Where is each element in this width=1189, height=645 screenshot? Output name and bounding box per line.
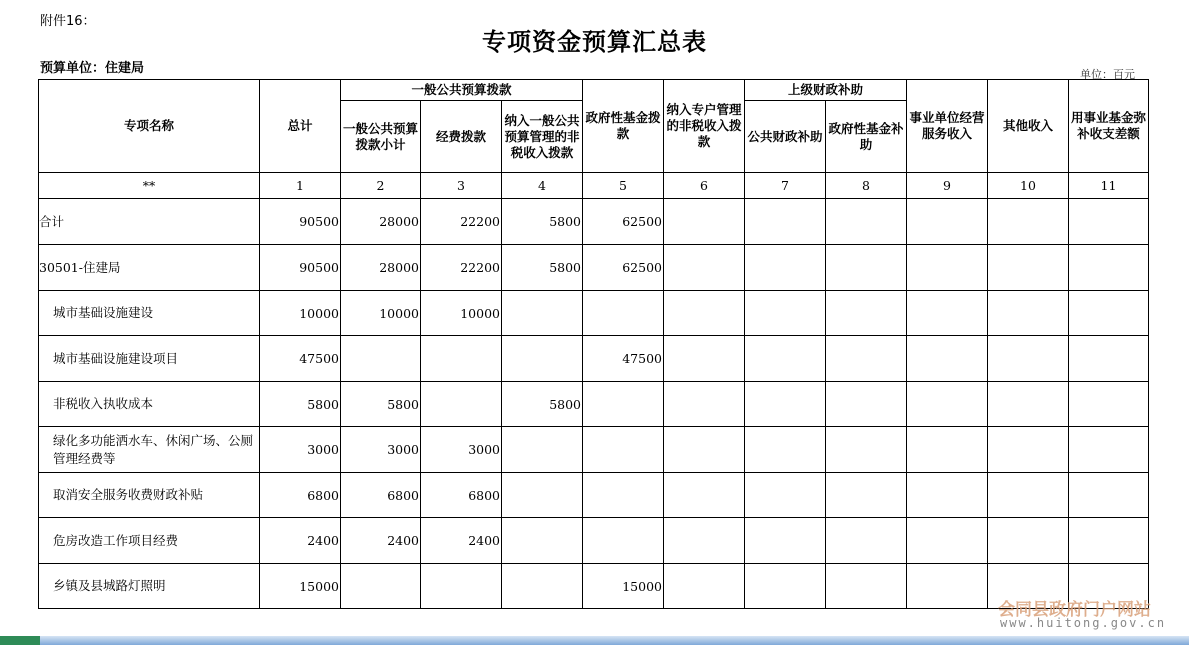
cell-funding xyxy=(421,382,502,427)
cell-funding xyxy=(421,336,502,382)
cell-subtotal xyxy=(341,336,421,382)
budget-unit: 预算单位：住建局 xyxy=(40,61,145,76)
header-nontax-general: 纳入一般公共预算管理的非税收入拨款 xyxy=(502,101,583,173)
column-number-row xyxy=(39,173,1149,199)
row-name: 非税收入执收成本 xyxy=(39,382,260,427)
col-number: 5 xyxy=(583,173,664,199)
cell-nontax xyxy=(502,291,583,336)
header-upper-group: 上级财政补助 xyxy=(745,80,907,101)
col-number: 2 xyxy=(341,173,421,199)
cell-subtotal: 5800 xyxy=(341,382,421,427)
window-bottom-bar xyxy=(0,636,1189,645)
table-row xyxy=(39,473,1149,518)
cell-govfund: 15000 xyxy=(583,564,664,609)
cell-nontax: 5800 xyxy=(502,199,583,245)
cell-total: 3000 xyxy=(260,427,341,473)
row-name: 取消安全服务收费财政补贴 xyxy=(39,473,260,518)
header-gov-fund-subsidy: 政府性基金补助 xyxy=(826,101,907,173)
header-general-subtotal: 一般公共预算拨款小计 xyxy=(341,101,421,173)
cell-govfund xyxy=(583,518,664,564)
row-name: 城市基础设施建设项目 xyxy=(39,336,260,382)
header-total: 总计 xyxy=(260,80,341,173)
cell-funding: 10000 xyxy=(421,291,502,336)
cell-subtotal: 10000 xyxy=(341,291,421,336)
cell-subtotal: 2400 xyxy=(341,518,421,564)
cell-total: 6800 xyxy=(260,473,341,518)
page-title: 专项资金预算汇总表 xyxy=(482,28,707,56)
row-name: 乡镇及县城路灯照明 xyxy=(39,564,260,609)
col-number: 1 xyxy=(260,173,341,199)
cell-nontax xyxy=(502,564,583,609)
header-name: 专项名称 xyxy=(39,80,260,173)
cell-subtotal: 28000 xyxy=(341,245,421,291)
header-fund-balance: 用事业基金弥补收支差额 xyxy=(1069,80,1149,173)
cell-govfund xyxy=(583,427,664,473)
cell-govfund: 47500 xyxy=(583,336,664,382)
row-name: 绿化多功能洒水车、休闲广场、公厕管理经费等 xyxy=(39,427,260,473)
watermark-url: www.huitong.gov.cn xyxy=(1000,616,1167,630)
cell-govfund: 62500 xyxy=(583,245,664,291)
col-number: 8 xyxy=(826,173,907,199)
cell-funding xyxy=(421,564,502,609)
cell-nontax: 5800 xyxy=(502,382,583,427)
cell-govfund xyxy=(583,382,664,427)
cell-total: 10000 xyxy=(260,291,341,336)
cell-nontax xyxy=(502,473,583,518)
cell-funding: 3000 xyxy=(421,427,502,473)
cell-subtotal xyxy=(341,564,421,609)
col-number: 6 xyxy=(664,173,745,199)
cell-total: 90500 xyxy=(260,245,341,291)
header-business-income: 事业单位经营服务收入 xyxy=(907,80,988,173)
table-row xyxy=(39,382,1149,427)
col-number: 9 xyxy=(907,173,988,199)
cell-nontax xyxy=(502,518,583,564)
row-name: 城市基础设施建设 xyxy=(39,291,260,336)
col-number: 11 xyxy=(1069,173,1149,199)
cell-total: 15000 xyxy=(260,564,341,609)
cell-total: 2400 xyxy=(260,518,341,564)
table-row xyxy=(39,427,1149,473)
header-funding: 经费拨款 xyxy=(421,101,502,173)
table-row xyxy=(39,245,1149,291)
cell-subtotal: 6800 xyxy=(341,473,421,518)
cell-funding: 22200 xyxy=(421,245,502,291)
table-row xyxy=(39,291,1149,336)
cell-total: 5800 xyxy=(260,382,341,427)
cell-funding: 6800 xyxy=(421,473,502,518)
row-name: 危房改造工作项目经费 xyxy=(39,518,260,564)
watermark-site: 会同县政府门户网站 xyxy=(998,600,1151,620)
window-bottom-accent xyxy=(0,636,40,645)
cell-nontax xyxy=(502,427,583,473)
row-name: 合计 xyxy=(39,199,260,245)
col-number: 4 xyxy=(502,173,583,199)
table-row xyxy=(39,518,1149,564)
table-row xyxy=(39,564,1149,609)
table-row xyxy=(39,336,1149,382)
header-other-income: 其他收入 xyxy=(988,80,1069,173)
row-name: 30501-住建局 xyxy=(39,245,260,291)
header-general-group: 一般公共预算拨款 xyxy=(341,80,583,101)
cell-total: 47500 xyxy=(260,336,341,382)
col-number: 10 xyxy=(988,173,1069,199)
col-number: ** xyxy=(39,173,260,199)
cell-nontax xyxy=(502,336,583,382)
col-number: 7 xyxy=(745,173,826,199)
cell-total: 90500 xyxy=(260,199,341,245)
header-nontax-special: 纳入专户管理的非税收入拨款 xyxy=(664,80,745,173)
money-unit: 单位：百元 xyxy=(1080,68,1135,81)
cell-govfund xyxy=(583,291,664,336)
cell-nontax: 5800 xyxy=(502,245,583,291)
header-gov-fund: 政府性基金拨款 xyxy=(583,80,664,173)
cell-funding: 2400 xyxy=(421,518,502,564)
cell-govfund xyxy=(583,473,664,518)
cell-govfund: 62500 xyxy=(583,199,664,245)
cell-subtotal: 28000 xyxy=(341,199,421,245)
cell-funding: 22200 xyxy=(421,199,502,245)
budget-table xyxy=(38,79,1149,609)
attachment-label: 附件16： xyxy=(40,14,96,29)
header-public-finance: 公共财政补助 xyxy=(745,101,826,173)
col-number: 3 xyxy=(421,173,502,199)
cell-subtotal: 3000 xyxy=(341,427,421,473)
table-row xyxy=(39,199,1149,245)
